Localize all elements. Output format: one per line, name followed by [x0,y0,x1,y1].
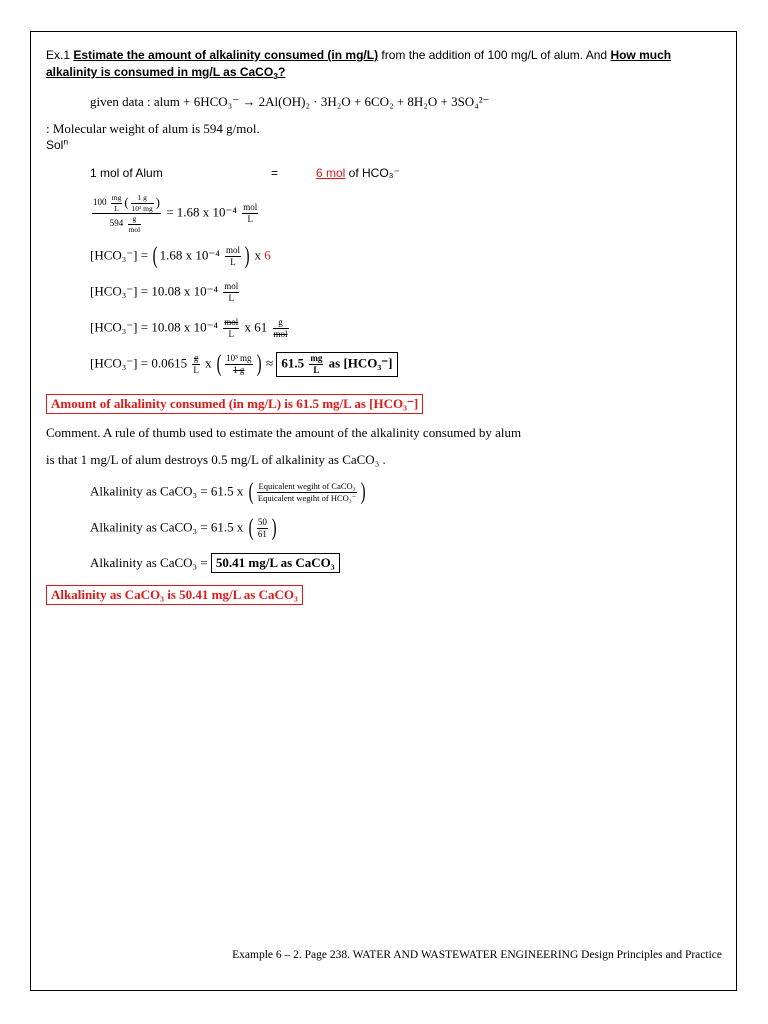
unit-g-per-mol [128,215,142,233]
unit-mol-per-L-cancelled [223,318,239,339]
mole-ratio-right [316,166,400,180]
question-1: Estimate the amount of alkalinity consumed (in mg/L) [73,48,379,62]
unit-mol: mol [225,244,240,255]
unit-mg-per-L [309,354,323,375]
unit-L: L [114,203,119,213]
unit-mol-per-L [223,282,239,303]
comment-line-2: is that 1 mg/L of alum destroys 0.5 mg/L of alkalinity as CaCO₃ . [46,452,386,467]
unit-g-per-mol [273,318,289,339]
step-2-equation: [HCO₃⁻] = ( 1.68 x 10⁻⁴ $\frac{\text{mol}}{L}$ ) x 6 [90,242,271,269]
result-box-caco3: 50.41 mg/L as CaCO₃ [211,553,340,573]
concentration-fraction: 100 $\frac{mg}{L}$ ( $\frac{1 g}{\text{10³ mg}}$ ) 594 $\frac{g}{\text{mol}}$ [93,193,160,234]
footer-citation: Example 6 – 2. Page 238. WATER AND WASTEWATER ENGINEERING Design Principles and Practice [232,949,722,961]
unit-mol-per-L [242,203,258,224]
given-label: given data : [90,94,154,109]
alkalinity-step-1: Alkalinity as CaCO₃ = 61.5 x ( $\frac{\text{Equicalent wegiht of CaCO₃}}{\text{Equicalent wegiht of HCO₃⁻}}$ ) [90,478,366,505]
six-mol-red: 6 mol [316,166,346,180]
subscript: 3 [273,71,278,82]
value: 1.68 x 10⁻⁴ [159,247,220,263]
eq-weight-hco3: Equicalent wegiht of HCO₃⁻ [257,492,357,503]
unit-L-2: L [247,214,253,224]
mole-ratio-equals: = [271,166,279,180]
unit-L: L [228,329,234,339]
value-100: 100 [93,197,107,208]
answer-2-box: Alkalinity as CaCO₃ is 50.41 mg/L as CaCO₃ [46,585,303,605]
step-5-equation: [HCO₃⁻] = 0.0615 $\frac{g}{L}$ x ( $\frac{\text{10³ mg}}{1 g}$ ) ≈ 61.5 $\frac{mg}{L}$ as [HCO₃⁻] [90,352,398,377]
unit-g: g [273,318,289,329]
problem-text: from the addition of 100 mg/L of alum. And [378,48,611,62]
step-4-equation [90,318,291,339]
conversion-mg-g [225,354,252,375]
unit-L: L [230,256,236,267]
given-data [90,94,489,110]
unit-mol-per-L [225,246,241,267]
unit-g: g [128,215,142,225]
unit-mol: mol [128,224,141,234]
alkalinity-step-3 [90,553,340,573]
molecular-weight-line: : Molecular weight of alum is 594 g/mol. [46,121,260,136]
approx: ≈ [262,355,277,371]
conversion-g-mg [131,194,154,212]
times: x [201,355,215,371]
unit-L: L [228,293,234,303]
solution-label [46,138,68,152]
unit-mol-strike: mol [224,317,239,327]
question-mark: ? [277,65,286,79]
unit-L: L [193,365,199,375]
question-2-start: How much [610,48,672,62]
unit-mg: mg [111,193,122,202]
unit-mol-2: mol [243,202,258,212]
problem-statement-line2 [46,65,286,82]
lhs: [HCO₃⁻] = 0.0615 [90,355,188,371]
unit-1g-strike: 1 g [233,365,245,375]
result-value: 61.5 [281,355,305,371]
alkalinity-step-2: Alkalinity as CaCO₃ = 61.5 x ( $\frac{50}{61}$ ) [90,514,277,541]
value-61: 61 [257,528,267,539]
question-2-rest: alkalinity is consumed in mg/L as CaCO [46,65,274,79]
unit-g-strike: g [193,353,199,363]
answer-2 [46,585,303,605]
unit-1g: 1 g [131,194,154,204]
answer-1 [46,394,423,414]
comment-line-1: Comment. A rule of thumb used to estimate the amount of the alkalinity consumed by alum [46,425,522,440]
unit-mol-strike-2: mol [273,329,288,339]
times: x [251,247,265,263]
times-61: x 61 [241,319,271,335]
mole-ratio-rest: of HCO₃⁻ [345,166,400,180]
ratio-50-61 [257,518,268,539]
lhs: Alkalinity as CaCO₃ = [90,555,211,570]
unit-mol: mol [224,281,239,291]
solution-text: Sol [46,138,64,152]
factor-six-red: 6 [264,247,271,263]
unit-L: L [313,365,320,375]
mole-ratio-left: 1 mol of Alum [90,166,163,180]
equivalent-weight-ratio [257,482,357,502]
unit-mg-per-L [111,194,123,212]
unit-1000mg: 10³ mg [226,353,252,363]
problem-number: Ex.1 [46,48,74,62]
lhs: Alkalinity as CaCO₃ = 61.5 x [90,519,247,535]
lhs: Alkalinity as CaCO₃ = 61.5 x [90,483,247,499]
lhs: [HCO₃⁻] = [90,247,152,263]
result-tail: as [HCO₃⁻] [325,355,393,371]
answer-1-box: Amount of alkalinity consumed (in mg/L) is 61.5 mg/L as [HCO₃⁻] [46,394,423,414]
reaction-equation: alum + 6HCO₃⁻ → 2Al(OH)₂ · 3H₂O + 6CO₂ + 8H₂O + 3SO₄²⁻ [153,94,490,109]
eq-weight-caco3: Equicalent wegiht of CaCO₃ [258,481,356,492]
unit-1000mg: 10³ mg [131,203,153,213]
step-1-result: = 1.68 x 10⁻⁴ [166,204,237,220]
step-3-equation [90,282,241,303]
step-1-equation [90,194,260,233]
unit-g-per-L [192,354,200,375]
value-50: 50 [257,516,267,527]
unit-mg: mg [310,353,323,363]
problem-statement-line1 [46,48,671,62]
superscript: n [63,136,69,147]
lhs: [HCO₃⁻] = 10.08 x 10⁻⁴ [90,283,218,299]
result-box-hco3 [276,352,397,377]
value-594: 594 [109,218,124,229]
lhs: [HCO₃⁻] = 10.08 x 10⁻⁴ [90,319,218,335]
